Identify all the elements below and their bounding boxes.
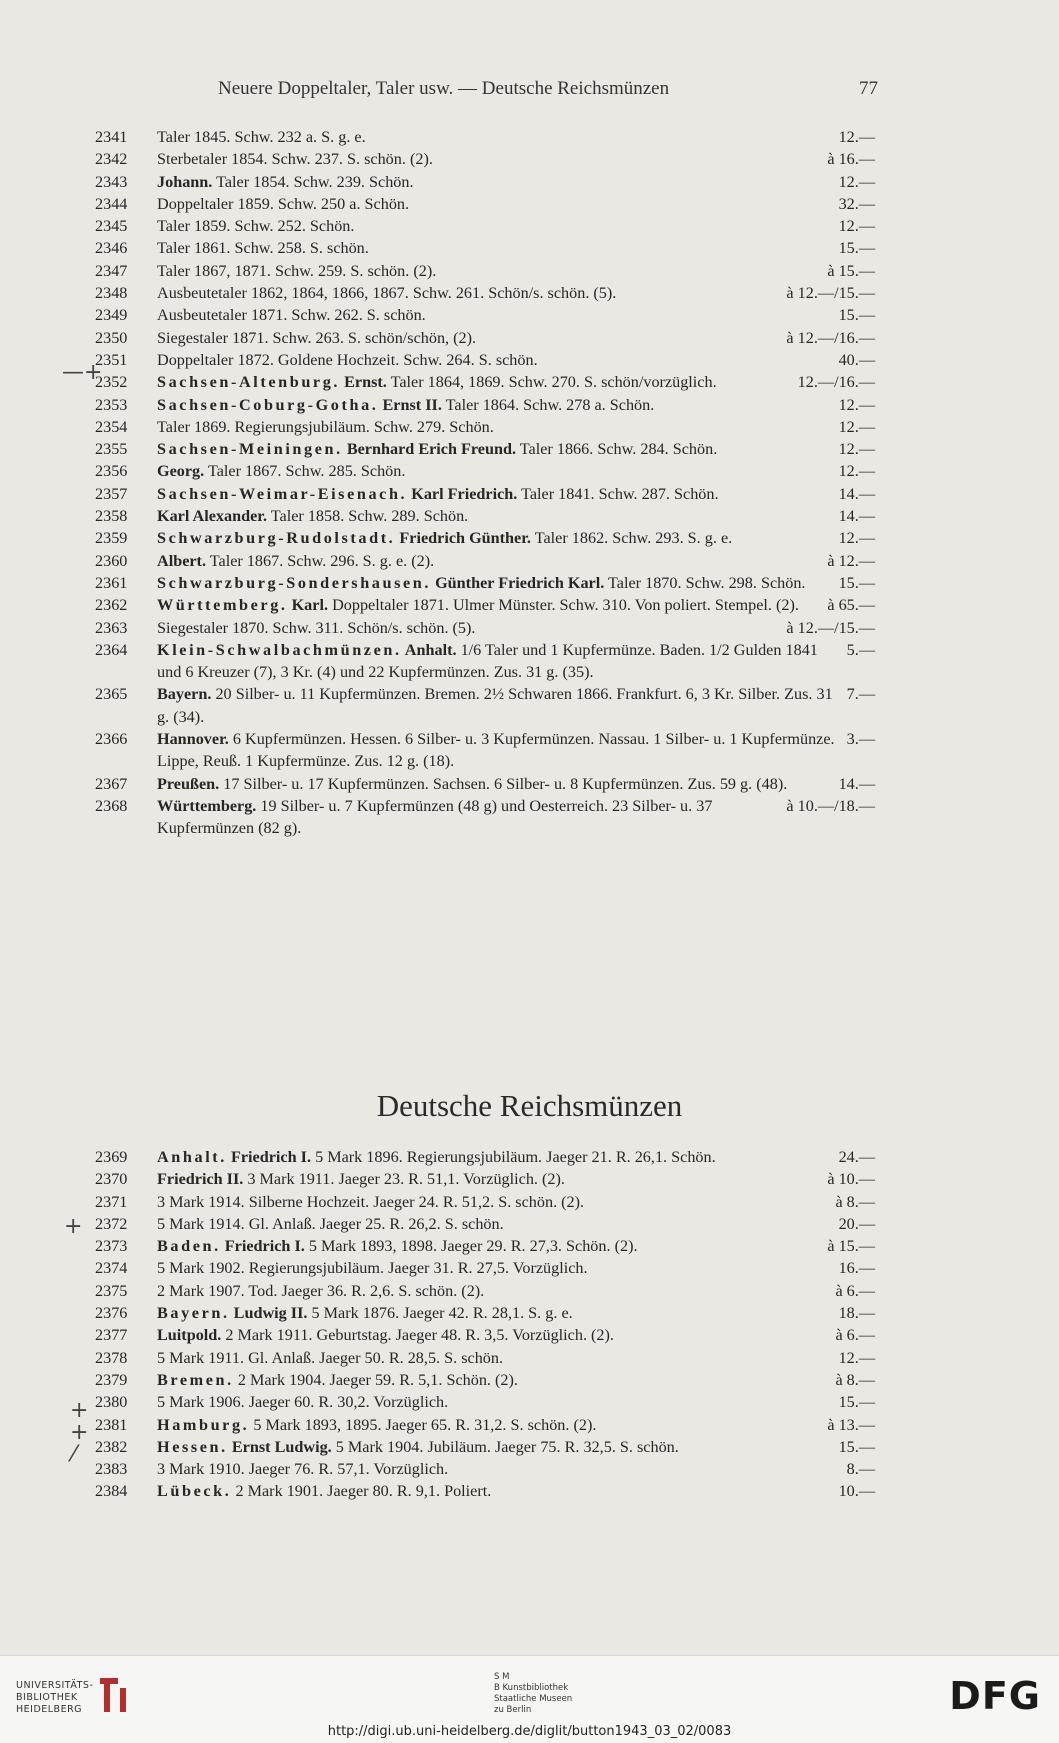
- lot-text: Taler 1867. Schw. 285. Schön.: [204, 462, 406, 481]
- ruler-name: Karl.: [287, 596, 329, 615]
- ruler-name: Georg.: [157, 462, 205, 481]
- lot-price: 3.—: [846, 730, 875, 749]
- lot-entry: [95, 1235, 875, 1257]
- lot-price: à 12.—/15.—: [786, 284, 875, 303]
- lot-entry: [95, 1257, 875, 1279]
- ruler-name: Karl Alexander.: [157, 507, 268, 526]
- lot-description: [157, 304, 827, 326]
- dfg-logo: DFG: [949, 1674, 1041, 1718]
- lot-entry: [95, 282, 875, 304]
- lot-price: à 13.—: [827, 1415, 875, 1434]
- lot-number: 2379: [95, 1370, 128, 1389]
- lot-number: 2358: [95, 507, 128, 526]
- lot-number: 2346: [95, 239, 128, 258]
- ruler-name: Friedrich I.: [226, 1148, 312, 1166]
- lot-text: 5 Mark 1893, 1895. Jaeger 65. R. 31,2. S. schön. (2).: [249, 1415, 597, 1434]
- lot-number: 2348: [95, 284, 128, 303]
- lot-text: 5 Mark 1914. Gl. Anlaß. Jaeger 25. R. 26,2. S. schön.: [157, 1214, 504, 1233]
- ruler-name: Günther Friedrich Karl.: [431, 573, 605, 592]
- lot-description: [157, 795, 774, 840]
- lot-price: 12.—: [838, 440, 875, 459]
- lot-description: [157, 438, 827, 460]
- lot-text: Taler 1845. Schw. 232 a. S. g. e.: [157, 128, 366, 146]
- lot-entry: [95, 1458, 875, 1480]
- lot-price: à 65.—: [827, 596, 875, 615]
- lot-description: [157, 505, 827, 527]
- lot-price: 12.—: [838, 395, 875, 414]
- lot-entry: [95, 349, 875, 371]
- state-name: Bremen.: [157, 1370, 234, 1389]
- ruler-name: Anhalt.: [401, 640, 457, 659]
- lot-number: 2350: [95, 328, 128, 347]
- digitization-footer: [0, 1655, 1059, 1743]
- lot-description: [157, 282, 774, 304]
- lot-number: 2356: [95, 462, 128, 481]
- lot-number: 2374: [95, 1259, 128, 1278]
- lot-number: 2369: [95, 1148, 128, 1166]
- ruler-name: Ernst.: [340, 373, 387, 392]
- university-library-name: UNIVERSITÄTS- BIBLIOTHEK HEIDELBERG: [16, 1680, 94, 1715]
- ruler-name: Hannover.: [157, 730, 229, 749]
- state-name: Lübeck.: [157, 1482, 232, 1501]
- lot-description: [157, 126, 827, 148]
- lot-text: Taler 1867, 1871. Schw. 259. S. schön. (2).: [157, 261, 437, 280]
- lot-entry: [95, 683, 875, 728]
- lot-description: [157, 171, 827, 193]
- lot-entry: [95, 1213, 875, 1235]
- lot-number: 2362: [95, 596, 128, 615]
- lot-description: [157, 1257, 827, 1279]
- lot-number: 2363: [95, 618, 128, 637]
- state-name: Hamburg.: [157, 1415, 250, 1434]
- lot-number: 2368: [95, 796, 128, 815]
- lot-entry: [95, 1480, 875, 1502]
- lot-price: 14.—: [838, 507, 875, 526]
- lot-number: 2367: [95, 774, 128, 793]
- handwritten-cross-mark: +: [70, 1398, 89, 1423]
- lot-number: 2345: [95, 217, 128, 236]
- state-name: Hessen.: [157, 1437, 228, 1456]
- lot-number: 2354: [95, 417, 128, 436]
- lot-price: à 12.—: [827, 551, 875, 570]
- lot-text: Taler 1858. Schw. 289. Schön.: [267, 507, 469, 526]
- lot-text: 3 Mark 1910. Jaeger 76. R. 57,1. Vorzüglich.: [157, 1460, 449, 1479]
- lot-entry: [95, 594, 875, 616]
- lot-text: Taler 1841. Schw. 287. Schön.: [517, 484, 719, 503]
- lot-entry: [95, 394, 875, 416]
- lot-entry: [95, 215, 875, 237]
- lot-entry: [95, 1146, 875, 1168]
- lot-number: 2364: [95, 640, 128, 659]
- ruler-name: Württemberg.: [157, 796, 257, 815]
- lot-text: 20 Silber- u. 11 Kupfermünzen. Bremen. 2½ Schwaren 1866. Frankfurt. 6, 3 Kr. Silber. Zus. 31 g. (34).: [157, 685, 833, 726]
- lot-text: 5 Mark 1904. Jubiläum. Jaeger 75. R. 32,5. S. schön.: [331, 1437, 679, 1456]
- lot-text: 2 Mark 1904. Jaeger 59. R. 5,1. Schön. (2).: [233, 1370, 518, 1389]
- state-name: Anhalt.: [157, 1148, 227, 1166]
- lot-entry: [95, 1347, 875, 1369]
- lot-entry: [95, 304, 875, 326]
- lot-entry: [95, 527, 875, 549]
- state-name: Baden.: [157, 1237, 221, 1256]
- lot-entry: [95, 773, 875, 795]
- lot-price: à 10.—: [827, 1170, 875, 1189]
- lot-entry: [95, 327, 875, 349]
- ruler-name: Friedrich Günther.: [395, 529, 531, 548]
- ruler-name: Preußen.: [157, 774, 220, 793]
- lot-description: [157, 1414, 815, 1436]
- lot-text: 5 Mark 1876. Jaeger 42. R. 28,1. S. g. e.: [307, 1304, 573, 1323]
- lot-price: 12.—: [838, 529, 875, 548]
- page-number: 77: [859, 78, 878, 99]
- lot-number: 2371: [95, 1192, 128, 1211]
- lot-description: [157, 728, 835, 773]
- lot-entry: [95, 438, 875, 460]
- lot-price: 15.—: [838, 239, 875, 258]
- handwritten-cross-mark: —+: [62, 360, 103, 385]
- kunstbibliothek-credit: S M B Kunstbibliothek Staatliche Museen zu Berlin: [494, 1672, 573, 1715]
- running-head: [218, 78, 878, 100]
- lot-text: Taler 1866. Schw. 284. Schön.: [516, 440, 718, 459]
- lot-price: 8.—: [846, 1460, 875, 1479]
- lot-entry: [95, 572, 875, 594]
- lot-entry: [95, 371, 875, 393]
- ruler-name: Bernhard Erich Freund.: [342, 440, 517, 459]
- lot-number: 2352: [95, 373, 128, 392]
- lot-price: 20.—: [838, 1214, 875, 1233]
- lot-number: 2373: [95, 1237, 128, 1256]
- lot-text: 2 Mark 1907. Tod. Jaeger 36. R. 2,6. S. schön. (2).: [157, 1281, 485, 1300]
- lot-text: Taler 1862. Schw. 293. S. g. e.: [530, 529, 733, 548]
- lot-description: [157, 148, 815, 170]
- lot-price: 15.—: [838, 1437, 875, 1456]
- lot-price: 24.—: [838, 1148, 875, 1166]
- lot-description: [157, 1213, 827, 1235]
- lot-text: 2 Mark 1911. Geburtstag. Jaeger 48. R. 3,5. Vorzüglich. (2).: [221, 1326, 614, 1345]
- lot-number: 2353: [95, 395, 128, 414]
- lot-number: 2351: [95, 350, 128, 369]
- lot-price: 40.—: [838, 350, 875, 369]
- lot-entry: [95, 639, 875, 684]
- lot-entry: [95, 416, 875, 438]
- state-name: Sachsen-Weimar-Eisenach.: [157, 484, 408, 503]
- ruler-name: Karl Friedrich.: [407, 484, 518, 503]
- lot-entry: [95, 460, 875, 482]
- lot-price: 16.—: [838, 1259, 875, 1278]
- ruler-name: Friedrich I.: [220, 1237, 305, 1256]
- lot-entry: [95, 171, 875, 193]
- lot-price: 7.—: [846, 685, 875, 704]
- lot-text: Taler 1864. Schw. 278 a. Schön.: [441, 395, 655, 414]
- lot-price: 12.—/16.—: [797, 373, 875, 392]
- lot-price: 14.—: [838, 774, 875, 793]
- lot-price: à 15.—: [827, 1237, 875, 1256]
- ruler-name: Johann.: [157, 172, 213, 191]
- lot-entry: [95, 617, 875, 639]
- lot-number: 2378: [95, 1348, 128, 1367]
- lot-description: [157, 349, 827, 371]
- lot-price: à 8.—: [835, 1192, 875, 1211]
- lot-price: à 6.—: [835, 1326, 875, 1345]
- lot-entry: [95, 1302, 875, 1324]
- lot-text: 3 Mark 1911. Jaeger 23. R. 51,1. Vorzüglich. (2).: [243, 1170, 565, 1189]
- handwritten-cross-mark: +: [70, 1420, 89, 1445]
- lot-description: [157, 773, 827, 795]
- lot-text: Siegestaler 1871. Schw. 263. S. schön/schön, (2).: [157, 328, 477, 347]
- lot-text: 5 Mark 1902. Regierungsjubiläum. Jaeger 31. R. 27,5. Vorzüglich.: [157, 1259, 588, 1278]
- lot-description: [157, 594, 815, 616]
- lot-text: 3 Mark 1914. Silberne Hochzeit. Jaeger 24. R. 51,2. S. schön. (2).: [157, 1192, 585, 1211]
- lot-price: 12.—: [838, 128, 875, 146]
- ruler-name: Ernst II.: [378, 395, 442, 414]
- lot-description: [157, 617, 774, 639]
- state-name: Württemberg.: [157, 596, 288, 615]
- lot-price: à 12.—/16.—: [786, 328, 875, 347]
- ruler-name: Luitpold.: [157, 1326, 222, 1345]
- lot-price: à 16.—: [827, 150, 875, 169]
- state-name: Sachsen-Coburg-Gotha.: [157, 395, 379, 414]
- lot-number: 2349: [95, 306, 128, 325]
- lot-description: [157, 527, 827, 549]
- lot-entry: [95, 1280, 875, 1302]
- lot-price: à 12.—/15.—: [786, 618, 875, 637]
- lot-price: à 6.—: [835, 1281, 875, 1300]
- lot-text: Doppeltaler 1871. Ulmer Münster. Schw. 310. Von poliert. Stempel. (2).: [328, 596, 799, 615]
- lot-price: 12.—: [838, 1348, 875, 1367]
- lot-price: à 15.—: [827, 261, 875, 280]
- lot-description: [157, 1235, 815, 1257]
- lot-description: [157, 1324, 823, 1346]
- lot-price: 5.—: [846, 640, 875, 659]
- lot-number: 2376: [95, 1304, 128, 1323]
- lot-description: [157, 1191, 823, 1213]
- state-name: Bayern.: [157, 1304, 230, 1323]
- lot-description: [157, 237, 827, 259]
- lot-number: 2383: [95, 1460, 128, 1479]
- lot-entry: [95, 795, 875, 840]
- lot-number: 2344: [95, 194, 128, 213]
- lot-number: 2357: [95, 484, 128, 503]
- lot-description: [157, 416, 827, 438]
- state-name: Klein-Schwalbachmünzen.: [157, 640, 402, 659]
- lot-description: [157, 639, 835, 684]
- lot-text: 5 Mark 1911. Gl. Anlaß. Jaeger 50. R. 28,5. S. schön.: [157, 1348, 504, 1367]
- lot-text: Doppeltaler 1859. Schw. 250 a. Schön.: [157, 194, 410, 213]
- lot-description: [157, 1347, 827, 1369]
- state-name: Sachsen-Altenburg.: [157, 373, 341, 392]
- lot-description: [157, 260, 815, 282]
- lot-description: [157, 1391, 827, 1413]
- lot-price: 15.—: [838, 573, 875, 592]
- lot-number: 2370: [95, 1170, 128, 1189]
- lot-description: [157, 371, 786, 393]
- lot-text: Taler 1861. Schw. 258. S. schön.: [157, 239, 369, 258]
- state-name: Sachsen-Meiningen.: [157, 440, 343, 459]
- lot-number: 2382: [95, 1437, 128, 1456]
- lot-price: 32.—: [838, 194, 875, 213]
- lot-text: 19 Silber- u. 7 Kupfermünzen (48 g) und Oesterreich. 23 Silber- u. 37 Kupfermünzen (82 g).: [157, 796, 713, 838]
- lot-description: [157, 327, 774, 349]
- lot-number: 2366: [95, 730, 128, 749]
- lot-entry: [95, 1369, 875, 1391]
- lot-entry: [95, 728, 875, 773]
- lot-description: [157, 1280, 823, 1302]
- lot-entry: [95, 505, 875, 527]
- lot-number: 2342: [95, 150, 128, 169]
- lot-text: Ausbeutetaler 1871. Schw. 262. S. schön.: [157, 306, 426, 325]
- auction-lot-list-taler: [95, 126, 875, 840]
- lot-description: [157, 394, 827, 416]
- auction-lot-list-reichsmuenzen: [95, 1146, 875, 1503]
- lot-entry: [95, 483, 875, 505]
- lot-text: Taler 1870. Schw. 298. Schön.: [604, 573, 806, 592]
- lot-entry: [95, 148, 875, 170]
- lot-description: [157, 1146, 827, 1168]
- lot-price: 12.—: [838, 217, 875, 236]
- lot-number: 2347: [95, 261, 128, 280]
- lot-entry: [95, 193, 875, 215]
- lot-text: 5 Mark 1906. Jaeger 60. R. 30,2. Vorzüglich.: [157, 1393, 449, 1412]
- lot-number: 2381: [95, 1415, 128, 1434]
- lot-number: 2359: [95, 529, 128, 548]
- lot-price: 15.—: [838, 1393, 875, 1412]
- lot-description: [157, 1369, 823, 1391]
- lot-text: 5 Mark 1896. Regierungsjubiläum. Jaeger 21. R. 26,1. Schön.: [311, 1148, 716, 1166]
- lot-text: Doppeltaler 1872. Goldene Hochzeit. Schw. 264. S. schön.: [157, 350, 538, 369]
- ruler-name: Friedrich II.: [157, 1170, 244, 1189]
- lot-text: 2 Mark 1901. Jaeger 80. R. 9,1. Poliert.: [231, 1482, 492, 1501]
- lot-description: [157, 193, 827, 215]
- handwritten-cross-mark: ⁄: [72, 1442, 76, 1467]
- ruler-name: Ludwig II.: [229, 1304, 308, 1323]
- lot-number: 2361: [95, 573, 128, 592]
- lot-description: [157, 550, 815, 572]
- lot-number: 2384: [95, 1482, 128, 1501]
- lot-description: [157, 460, 827, 482]
- lot-text: 1/6 Taler und 1 Kupfermünze. Baden. 1/2 Gulden 1841 und 6 Kreuzer (7), 3 Kr. (4) und 22 Kupfermünzen. Zus. 31 g. (35).: [157, 640, 818, 682]
- lot-text: Ausbeutetaler 1862, 1864, 1866, 1867. Schw. 261. Schön/s. schön. (5).: [157, 284, 617, 303]
- ruler-name: Albert.: [157, 551, 206, 570]
- lot-number: 2365: [95, 685, 128, 704]
- lot-number: 2380: [95, 1393, 128, 1412]
- lot-price: 12.—: [838, 462, 875, 481]
- lot-text: 5 Mark 1893, 1898. Jaeger 29. R. 27,3. Schön. (2).: [304, 1237, 638, 1256]
- lot-text: Taler 1859. Schw. 252. Schön.: [157, 217, 355, 236]
- lot-description: [157, 215, 827, 237]
- lot-text: 17 Silber- u. 17 Kupfermünzen. Sachsen. 6 Silber- u. 8 Kupfermünzen. Zus. 59 g. (48).: [219, 774, 788, 793]
- lot-entry: [95, 237, 875, 259]
- lot-entry: [95, 1168, 875, 1190]
- handwritten-cross-mark: +: [64, 1214, 83, 1239]
- lot-description: [157, 483, 827, 505]
- lot-entry: [95, 1191, 875, 1213]
- lot-entry: [95, 1436, 875, 1458]
- lot-number: 2341: [95, 128, 128, 146]
- lot-number: 2377: [95, 1326, 128, 1345]
- lot-text: Taler 1867. Schw. 296. S. g. e. (2).: [206, 551, 435, 570]
- lot-number: 2375: [95, 1281, 128, 1300]
- lot-number: 2360: [95, 551, 128, 570]
- lot-entry: [95, 550, 875, 572]
- state-name: Schwarzburg-Rudolstadt.: [157, 529, 396, 548]
- lot-price: 10.—: [838, 1482, 875, 1501]
- lot-price: 14.—: [838, 484, 875, 503]
- lot-description: [157, 572, 827, 594]
- running-title: Neuere Doppeltaler, Taler usw. — Deutsche Reichsmünzen: [218, 78, 670, 99]
- lot-text: Siegestaler 1870. Schw. 311. Schön/s. schön. (5).: [157, 618, 476, 637]
- lot-number: 2372: [95, 1214, 128, 1233]
- lot-number: 2355: [95, 440, 128, 459]
- lot-description: [157, 1480, 827, 1502]
- lot-number: 2343: [95, 172, 128, 191]
- lot-description: [157, 1458, 835, 1480]
- lot-price: 12.—: [838, 417, 875, 436]
- section-heading: Deutsche Reichsmünzen: [376, 1088, 683, 1123]
- lot-entry: [95, 126, 875, 148]
- lot-entry: [95, 260, 875, 282]
- lot-entry: [95, 1414, 875, 1436]
- lot-price: à 8.—: [835, 1370, 875, 1389]
- lot-description: [157, 1436, 827, 1458]
- lot-text: Taler 1869. Regierungsjubiläum. Schw. 279. Schön.: [157, 417, 494, 436]
- lot-description: [157, 1302, 827, 1324]
- lot-text: Sterbetaler 1854. Schw. 237. S. schön. (2).: [157, 150, 433, 169]
- lot-price: 15.—: [838, 306, 875, 325]
- lot-text: Taler 1864, 1869. Schw. 270. S. schön/vorzüglich.: [386, 373, 717, 392]
- ruler-name: Bayern.: [157, 685, 212, 704]
- university-logo-icon: [96, 1674, 130, 1716]
- lot-price: à 10.—/18.—: [786, 796, 875, 815]
- source-url-link[interactable]: http://digi.ub.uni-heidelberg.de/diglit/button1943_03_02/0083: [327, 1724, 732, 1739]
- lot-text: 6 Kupfermünzen. Hessen. 6 Silber- u. 3 Kupfermünzen. Nassau. 1 Silber- u. 1 Kupfermünze. Lippe, Reuß. 1 Kupfermünze. Zus. 12 g. (18).: [157, 730, 835, 771]
- lot-description: [157, 683, 835, 728]
- state-name: Schwarzburg-Sondershausen.: [157, 573, 432, 592]
- lot-entry: [95, 1391, 875, 1413]
- lot-text: Taler 1854. Schw. 239. Schön.: [212, 172, 414, 191]
- lot-price: 12.—: [838, 172, 875, 191]
- lot-price: 18.—: [838, 1304, 875, 1323]
- lot-description: [157, 1168, 815, 1190]
- lot-entry: [95, 1324, 875, 1346]
- ruler-name: Ernst Ludwig.: [227, 1437, 332, 1456]
